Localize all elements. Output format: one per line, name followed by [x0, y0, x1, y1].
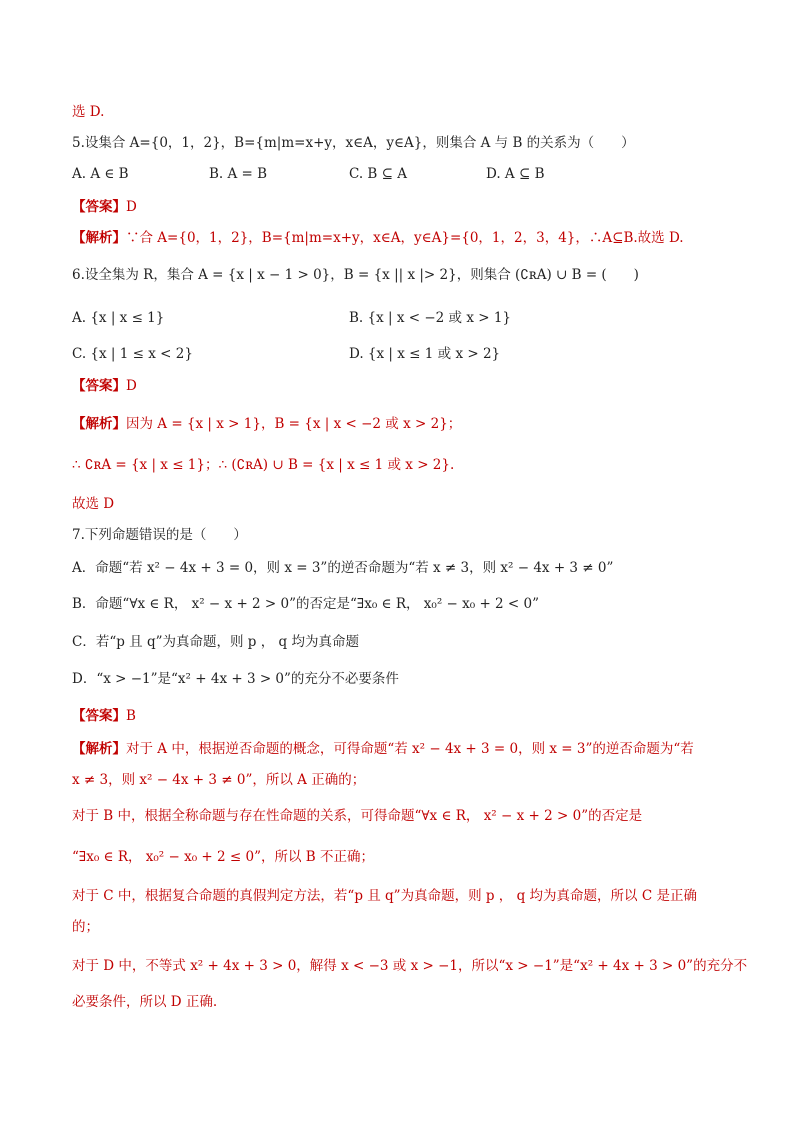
answer-value: B	[126, 708, 136, 724]
analysis-text: 对于 A 中，根据逆否命题的概念，可得命题“若 x² − 4x + 3 = 0，则 x = 3”的逆否命题为“若	[126, 741, 694, 757]
q6-question: 6.设全集为 R，集合 A = {x | x − 1 > 0}，B = {x || x |> 2}，则集合 (∁ʀA) ∪ B = ( )	[72, 267, 639, 283]
q6-option-d: D. {x | x ≤ 1 或 x > 2}	[349, 346, 501, 362]
q6-analysis-line-1	[72, 414, 461, 434]
q7-analysis-line-7: 对于 D 中，不等式 x² + 4x + 3 > 0，解得 x < −3 或 x > −1，所以“x > −1”是“x² + 4x + 3 > 0”的充分不	[72, 958, 748, 974]
q7-analysis-line-5: 对于 C 中，根据复合命题的真假判定方法，若“p 且 q”为真命题，则 p ， q 均为真命题，所以 C 是正确	[72, 888, 697, 904]
q7-analysis-line-2: x ≠ 3，则 x² − 4x + 3 ≠ 0”，所以 A 正确的；	[72, 772, 366, 788]
q7-option-d: D．“x > −1”是“x² + 4x + 3 > 0”的充分不必要条件	[72, 671, 399, 687]
q7-analysis-line-3: 对于 B 中，根据全称命题与存在性命题的关系，可得命题“∀x ∈ R， x² − x + 2 > 0”的否定是	[72, 808, 643, 824]
q7-analysis-line-6: 的；	[72, 919, 99, 935]
q5-option-c: C. B ⊆ A	[349, 166, 407, 182]
q6-option-a: A. {x | x ≤ 1}	[72, 310, 165, 326]
answer-value: D	[126, 199, 137, 215]
analysis-text: ∵合 A={0，1，2}，B={m|m=x+y，x∈A，y∈A}={0，1，2，3，4}，∴A⊆B.故选 D.	[126, 230, 684, 246]
q5-option-b: B. A = B	[209, 166, 268, 182]
answer-tag: 【答案】	[72, 708, 126, 724]
analysis-tag: 【解析】	[72, 230, 126, 246]
q7-analysis-line-4: “∃x₀ ∈ R， x₀² − x₀ + 2 ≤ 0”，所以 B 不正确；	[72, 849, 375, 865]
analysis-tag: 【解析】	[72, 416, 126, 432]
q7-answer	[72, 706, 136, 726]
q5-answer	[72, 197, 137, 217]
q7-option-a: A．命题“若 x² − 4x + 3 = 0，则 x = 3”的逆否命题为“若 x ≠ 3，则 x² − 4x + 3 ≠ 0”	[72, 560, 614, 576]
analysis-tag: 【解析】	[72, 741, 126, 757]
q5-question: 5.设集合 A={0，1，2}，B={m|m=x+y，x∈A，y∈A}，则集合 A 与 B 的关系为（ ）	[72, 135, 635, 151]
answer-tag: 【答案】	[72, 378, 126, 394]
q7-option-c: C．若“p 且 q”为真命题，则 p ， q 均为真命题	[72, 634, 359, 650]
q6-option-c: C. {x | 1 ≤ x < 2}	[72, 346, 193, 362]
q6-conclusion: 故选 D	[72, 496, 115, 512]
answer-tag: 【答案】	[72, 199, 126, 215]
q6-answer	[72, 376, 137, 396]
q6-option-b: B. {x | x < −2 或 x > 1}	[349, 310, 512, 326]
q7-question: 7.下列命题错误的是（ ）	[72, 527, 247, 543]
q5-option-d: D. A ⊆ B	[486, 166, 545, 182]
q5-analysis	[72, 228, 684, 248]
q7-option-b: B．命题“∀x ∈ R， x² − x + 2 > 0”的否定是“∃x₀ ∈ R， x₀² − x₀ + 2 < 0”	[72, 596, 540, 612]
previous-answer-conclusion: 选 D.	[72, 104, 105, 120]
q6-analysis-line-2: ∴ ∁ʀA = {x | x ≤ 1}；∴ (∁ʀA) ∪ B = {x | x ≤ 1 或 x > 2}.	[72, 457, 455, 473]
q5-option-a: A. A ∈ B	[72, 166, 129, 182]
answer-value: D	[126, 378, 137, 394]
q7-analysis-line-1	[72, 739, 694, 759]
q7-analysis-line-8: 必要条件，所以 D 正确.	[72, 994, 218, 1010]
analysis-text: 因为 A = {x | x > 1}，B = {x | x < −2 或 x > 2}；	[126, 416, 462, 432]
